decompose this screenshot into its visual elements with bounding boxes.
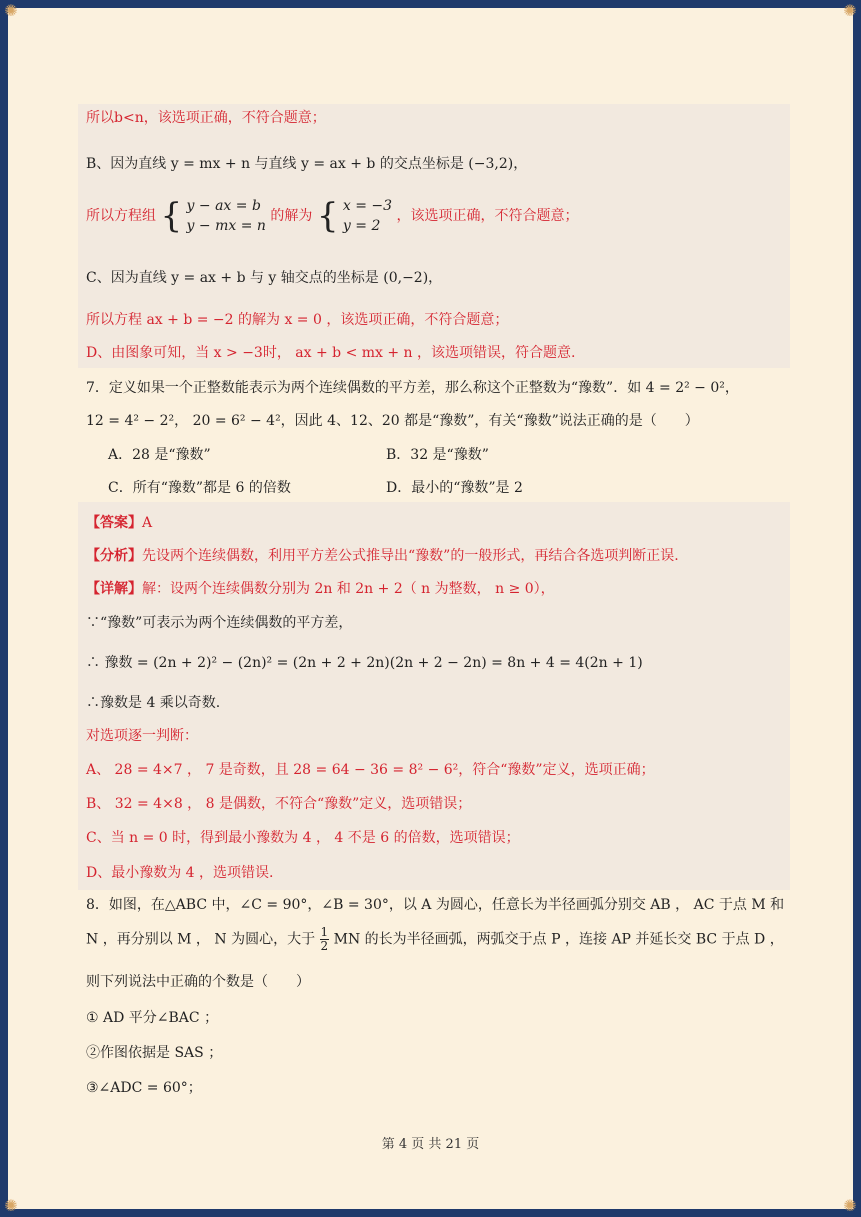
- option-a: A．28 是“豫数”: [108, 447, 211, 463]
- text-line: 所以方程 ax + b = −2 的解为 x = 0 ，该选项正确，不符合题意；: [86, 312, 509, 328]
- text: MN 的长为半径画弧，两弧交于点 P ，连接 AP 并延长交 BC 于点 D ，: [333, 931, 784, 948]
- text-line: C、当 n = 0 时，得到最小豫数为 4 ， 4 不是 6 的倍数，选项错误；: [86, 830, 520, 846]
- brace-icon: {: [316, 196, 339, 236]
- text-line: D、最小豫数为 4 ，选项错误.: [86, 865, 274, 881]
- equation-system: [187, 196, 266, 236]
- corner-ornament-icon: ✺: [4, 1196, 18, 1215]
- text-line: ∴豫数是 4 乘以奇数.: [86, 695, 221, 711]
- option-b: B．32 是“豫数”: [386, 447, 489, 463]
- text-line: 所以b<n，该选项正确，不符合题意；: [86, 110, 326, 126]
- corner-ornament-icon: ✺: [4, 1, 18, 20]
- fraction-denominator: 2: [320, 939, 329, 953]
- solution-system: [343, 196, 392, 236]
- statement-2: ②作图依据是 SAS ；: [86, 1045, 223, 1061]
- analysis-line: [86, 546, 790, 566]
- statement-1: ① AD 平分∠BAC ；: [86, 1010, 219, 1026]
- question-8-stem: 8．如图，在△ABC 中，∠C = 90°，∠B = 30°，以 A 为圆心，任意长为半径画弧分别交 AB ， AC 于点 M 和: [86, 897, 785, 913]
- page-frame: [4, 1, 857, 1215]
- answer-line: [86, 513, 790, 533]
- equation-top: y − ax = b: [186, 198, 261, 214]
- solution-bottom: y = 2: [342, 218, 381, 234]
- text: 所以方程组: [86, 208, 156, 224]
- answer-value: A: [142, 515, 153, 531]
- detail-text: 解：设两个连续偶数分别为 2n 和 2n + 2（ n 为整数， n ≥ 0），: [142, 581, 555, 597]
- analysis-text: 先设两个连续偶数，利用平方差公式推导出“豫数”的一般形式，再结合各选项判断正误.: [142, 548, 679, 564]
- option-d: D．最小的“豫数”是 2: [386, 480, 523, 496]
- question-7-stem: 7．定义如果一个正整数能表示为两个连续偶数的平方差，那么称这个正整数为“豫数”．如 4 = 2² − 0²，: [86, 380, 739, 396]
- text: 的解为: [270, 208, 313, 224]
- corner-ornament-icon: ✺: [843, 1, 857, 20]
- text: N ，再分别以 M ， N 为圆心，大于: [86, 931, 316, 948]
- brace-icon: {: [160, 196, 183, 236]
- text-line: A、 28 = 4×7 ， 7 是奇数，且 28 = 64 − 36 = 8² − 6²，符合“豫数”定义，选项正确；: [86, 762, 655, 778]
- question-8-stem: 则下列说法中正确的个数是（ ）: [86, 974, 310, 990]
- fraction-numerator: 1: [320, 925, 329, 939]
- question-8-stem: [86, 926, 790, 960]
- text-line: ∵“豫数”可表示为两个连续偶数的平方差，: [86, 615, 353, 631]
- statement-3: ③∠ADC = 60°；: [86, 1080, 202, 1096]
- text-line: ∴ 豫数 = (2n + 2)² − (2n)² = (2n + 2 + 2n)(2n + 2 − 2n) = 8n + 4 = 4(2n + 1): [86, 655, 643, 671]
- text-line: B、 32 = 4×8 ， 8 是偶数，不符合“豫数”定义，选项错误；: [86, 796, 472, 812]
- page-footer: 第 4 页 共 21 页: [381, 1137, 480, 1152]
- option-c: C．所有“豫数”都是 6 的倍数: [108, 480, 291, 496]
- text-line: C、因为直线 y = ax + b 与 y 轴交点的坐标是 (0,−2)，: [86, 270, 443, 286]
- detail-line: [86, 579, 790, 599]
- equation-bottom: y − mx = n: [186, 218, 266, 234]
- detail-tag: 【详解】: [86, 581, 142, 597]
- text: ，该选项正确，不符合题意；: [396, 208, 579, 224]
- document-page: [8, 8, 853, 1209]
- solution-top: x = −3: [342, 198, 393, 214]
- text-line: 对选项逐一判断：: [86, 728, 198, 744]
- analysis-tag: 【分析】: [86, 548, 142, 564]
- answer-tag: 【答案】: [86, 515, 142, 531]
- fraction: [320, 926, 330, 953]
- question-7-stem: 12 = 4² − 2²， 20 = 6² − 4²，因此 4、12、20 都是“豫数”，有关“豫数”说法正确的是（ ）: [86, 413, 699, 429]
- text-line: B、因为直线 y = mx + n 与直线 y = ax + b 的交点坐标是 (−3,2)，: [86, 156, 528, 172]
- text-line: D、由图象可知，当 x > −3时， ax + b < mx + n ，该选项错误，符合题意.: [86, 345, 576, 361]
- equation-system-line: [86, 196, 790, 240]
- corner-ornament-icon: ✺: [843, 1196, 857, 1215]
